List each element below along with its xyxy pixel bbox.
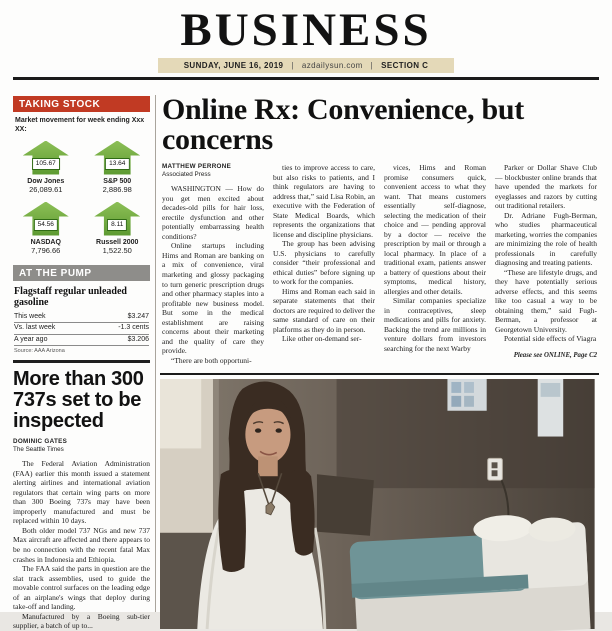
masthead <box>13 0 599 80</box>
website-link[interactable]: azdailysun.com <box>301 61 363 71</box>
sidebar <box>13 92 150 631</box>
paragraph: Similar companies specialize in contraceptives, sleep medications and pills for anxiety. Backing the trend are millions in venture dollars from investors searching for the next Warby <box>384 296 486 353</box>
jump-line: Please see ONLINE, Page C2 <box>513 351 597 359</box>
story-columns <box>162 163 597 368</box>
index-value: 1,522.50 <box>102 245 132 255</box>
story-column-4 <box>495 163 597 368</box>
at-the-pump-header: AT THE PUMP <box>13 265 150 281</box>
paragraph: ties to improve access to care, but also risks to patients, and I think regulators are having to address that,” said Lisa Robin, an executive with the Federation of State Medical Boards, which represents the organizations that license and discipline physicians. <box>273 163 375 239</box>
pump-row <box>14 323 149 335</box>
weekly-change-value: 8.11 <box>107 219 127 231</box>
pump-source: Source: AAA Arizona <box>14 348 65 354</box>
pump-row <box>14 335 149 347</box>
paragraph: Potential side effects of Viagra <box>504 334 597 344</box>
main-story <box>160 92 599 612</box>
paragraph: The FAA said the parts in question are the slat track assemblies, used to guide the movable control surfaces on the leading edge of an airplane's wings that deploy during take-off and landing. <box>13 564 150 612</box>
pump-table <box>14 312 149 347</box>
paragraph: The Federal Aviation Administration (FAA) earlier this month issued a statement alerting airlines and international aviation regulators that certain wing parts on more than 300 Boeing 737s may have been improperly manufactured and must be replaced within 10 days. <box>13 459 150 526</box>
stock-index-card <box>85 202 151 255</box>
section-title: BUSINESS <box>180 4 432 56</box>
main-story-byline <box>162 163 264 179</box>
index-name: Russell 2000 <box>96 238 139 246</box>
weekly-change-value: 105.67 <box>32 158 60 170</box>
stock-index-grid <box>13 139 150 261</box>
paragraph: “There are both opportuni- <box>171 355 252 365</box>
main-story-headline: Online Rx: Convenience, but concerns <box>162 93 524 156</box>
index-value: 7,796.66 <box>31 245 61 255</box>
paragraph: Online startups including Hims and Roman are banking on a mix of convenience, viral marketing and glossy packaging to turn generic prescription drugs and other pharmacy staples into a profitable new business model. But some in the medical establishment are raising concerns about their marketing and the quality of care they provide. <box>162 241 264 356</box>
paragraph: Dr. Adriane Fugh-Berman, who studies pharmaceutical marketing, worries the companies are minimizing the role of health professionals in carefully diagnosing and treating patients. <box>495 210 597 268</box>
paragraph: The group has been advising U.S. physicians to carefully consider “their professional and ethical duties” before signing up to work for the companies. <box>273 239 375 287</box>
pump-row <box>14 312 149 324</box>
page-content <box>13 92 599 631</box>
paragraph: vices, Hims and Roman promise consumers quick, convenient access to what they want. That means customers essentially self-diagnose, selecting the medication of their choice and — pending approval by a doctor — receive the prescription by mail or through a local pharmacy. In place of a traditional exam, patients answer a battery of questions about their symptoms, medical history, allergies and other details. <box>384 163 486 296</box>
weekly-change-value: 54.56 <box>34 219 58 231</box>
date-text: SUNDAY, JUNE 16, 2019 <box>183 61 284 71</box>
sidebar-story-headline: More than 300 737s set to be inspected <box>13 368 144 432</box>
story-divider-rule <box>13 360 150 363</box>
divider: | <box>370 61 374 71</box>
story-column-1 <box>162 163 264 368</box>
taking-stock-intro: Market movement for week ending Xxx XX: <box>15 117 145 133</box>
byline-org: The Seattle Times <box>13 446 64 454</box>
section-label: SECTION C <box>381 61 429 71</box>
column-divider-rule <box>155 95 156 612</box>
stock-index-card <box>85 141 151 194</box>
story-column-3 <box>384 163 486 368</box>
date-bar <box>158 58 455 73</box>
paragraph: Like other on-demand ser- <box>282 334 362 344</box>
pump-title: Flagstaff regular unleaded gasoline <box>14 285 127 308</box>
taking-stock-header: TAKING STOCK <box>13 96 150 112</box>
paragraph: Hims and Roman each said in separate statements that their doctors are required to deliver the same standard of care on their platforms as they do in person. <box>273 286 375 334</box>
pump-row-label: This week <box>14 312 46 320</box>
paragraph: Both older model 737 NGs and new 737 Max aircraft are affected and there appears to be no connection with the recent fatal Max crashes in Indonesia and Ethiopia. <box>13 525 150 564</box>
story-photo <box>160 379 595 629</box>
paragraph: Parker or Dollar Shave Club — blockbuster online brands that have upended the markets for eyeglasses and razors by cutting out traditional retailers. <box>495 163 597 211</box>
index-name: S&P 500 <box>103 177 132 185</box>
pump-row-value: -1.3 cents <box>118 324 149 331</box>
index-name: Dow Jones <box>27 177 65 185</box>
index-value: 2,886.98 <box>102 184 132 194</box>
byline-author: MATTHEW PERRONE <box>162 163 232 170</box>
index-value: 26,089.61 <box>29 184 63 194</box>
pump-row-value: $3.206 <box>127 335 149 343</box>
stock-index-card <box>13 141 79 194</box>
photo-rule <box>160 373 599 375</box>
story-column-2 <box>273 163 375 368</box>
paragraph: “These are lifestyle drugs, and they have potentially serious adverse effects, and this seems like too casual a way to be obtaining them,” said Fugh-Berman, a professor at Georgetown University. <box>495 267 597 334</box>
pump-row-label: A year ago <box>14 335 48 343</box>
index-name: NASDAQ <box>30 238 61 246</box>
paragraph: Manufactured by a Boeing sub-tier supplier, a batch of up to... <box>13 611 150 631</box>
pump-row-label: Vs. last week <box>14 324 56 331</box>
weekly-change-value: 13.64 <box>105 158 129 170</box>
divider: | <box>291 61 294 71</box>
byline-org: Associated Press <box>162 171 211 179</box>
masthead-rule <box>13 77 599 80</box>
sidebar-story-body <box>13 459 150 630</box>
byline-author: DOMINIC GATES <box>13 438 68 445</box>
sidebar-story-byline <box>13 438 150 454</box>
pump-row-value: $3.247 <box>127 312 149 320</box>
paragraph: WASHINGTON — How do you get men excited about decades-old pills for hair loss, erectile dysfunction and other potentially embarrassing health conditions? <box>162 184 264 241</box>
stock-index-card <box>13 202 79 255</box>
